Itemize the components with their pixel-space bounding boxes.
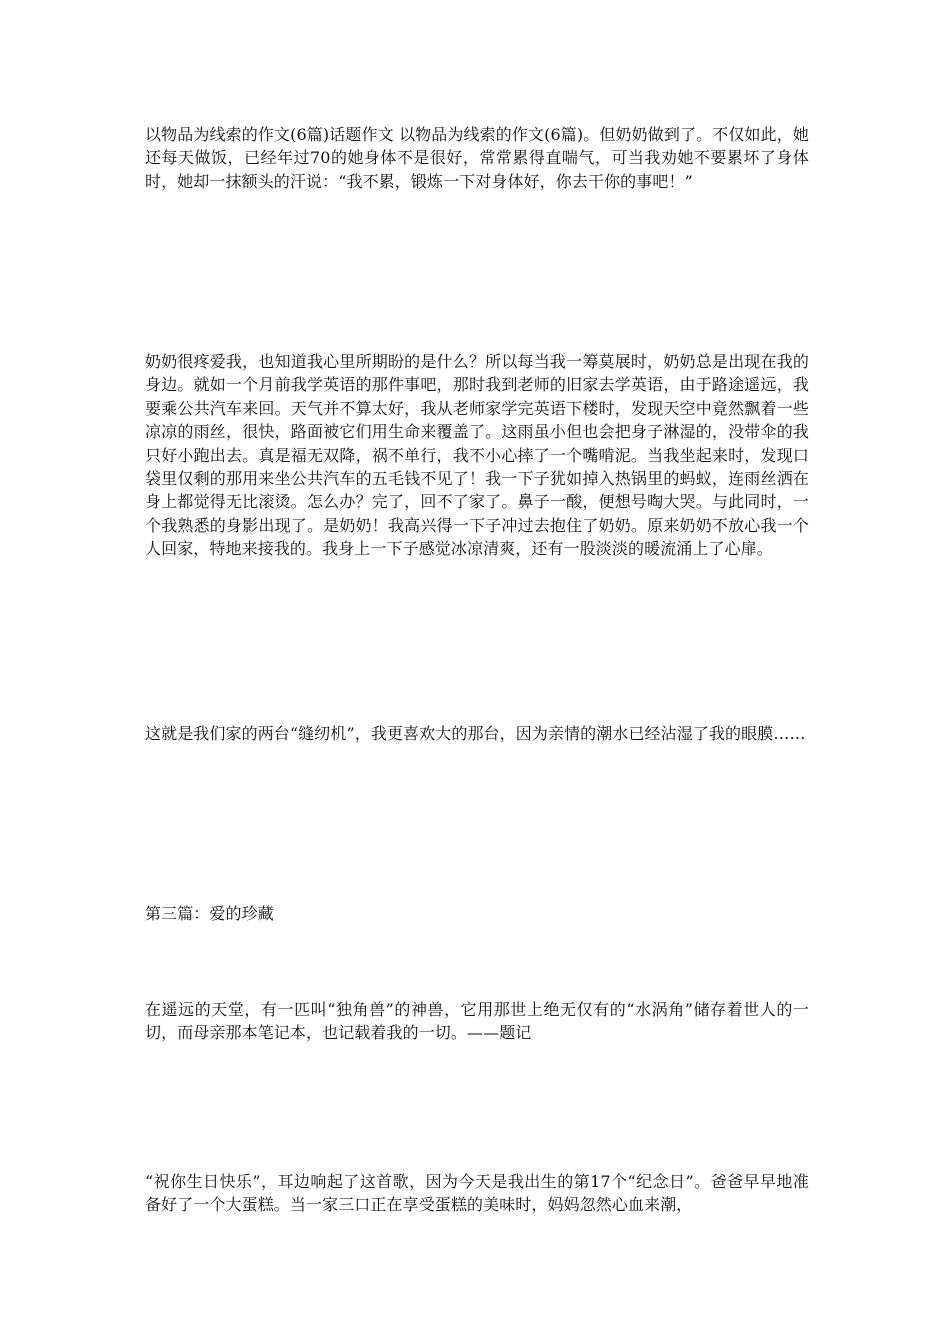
section-heading: 第三篇：爱的珍藏 [145, 904, 274, 923]
paragraph-sewing-machines: 这就是我们家的两台“缝纫机”，我更喜欢大的那台，因为亲情的潮水已经沾湿了我的眼膜…… [145, 724, 806, 743]
paragraph-grandma-cooking: 以物品为线索的作文(6篇)话题作文 以物品为线索的作文(6篇)。但奶奶做到了。不仅如此，她还每天做饭，已经年过70的她身体不是很好，常常累得直喘气，可当我劝她不要累坏了身体时，她却一抹额头的汗说：“我不累，锻炼一下对身体好，你去干你的事吧！” [145, 125, 809, 191]
paragraph-epigraph: 在遥远的天堂，有一匹叫“独角兽”的神兽，它用那世上绝无仅有的“水涡角”储存着世人的一切，而母亲那本笔记本，也记载着我的一切。——题记 [145, 1000, 809, 1043]
paragraph-birthday: “祝你生日快乐”，耳边响起了这首歌，因为今天是我出生的第17个“纪念日”。爸爸早早地准备好了一个大蛋糕。当一家三口正在享受蛋糕的美味时，妈妈忽然心血来潮， [145, 1172, 809, 1215]
paragraph-english-lesson-story: 奶奶很疼爱我，也知道我心里所期盼的是什么？所以每当我一筹莫展时，奶奶总是出现在我的身边。就如一个月前我学英语的那件事吧，那时我到老师的旧家去学英语，由于路途遥远，我要乘公共汽车来回。天气并不算太好，我从老师家学完英语下楼时，发现天空中竟然飘着一些凉凉的雨丝，很快，路面被它们用生命来覆盖了。这雨虽小但也会把身子淋湿的，没带伞的我只好小跑出去。真是福无双降，祸不单行，我不小心摔了一个嘴啃泥。当我坐起来时，发现口袋里仅剩的那用来坐公共汽车的五毛钱不见了！我一下子犹如掉入热锅里的蚂蚁，连雨丝洒在身上都觉得无比滚烫。怎么办？完了，回不了家了。鼻子一酸，便想号啕大哭。与此同时，一个我熟悉的身影出现了。是奶奶！我高兴得一下子冲过去抱住了奶奶。原来奶奶不放心我一个人回家，特地来接我的。我身上一下子感觉冰凉清爽，还有一股淡淡的暖流涌上了心扉。 [145, 352, 809, 559]
